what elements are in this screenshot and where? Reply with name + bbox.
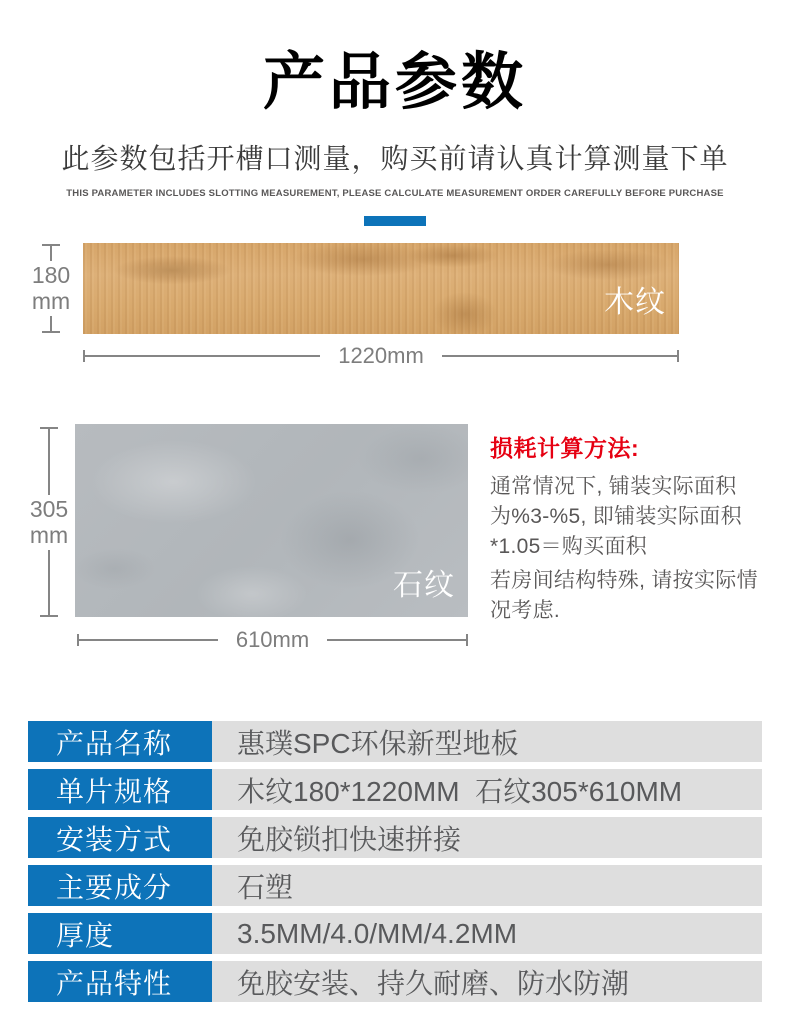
dimension-line bbox=[48, 429, 50, 495]
spec-value-main-material: 石塑 bbox=[212, 865, 762, 906]
dimension-line bbox=[442, 355, 677, 357]
wood-width-dimension bbox=[83, 343, 679, 368]
dimension-cap bbox=[40, 615, 58, 617]
page-title: 产品参数 bbox=[262, 48, 527, 117]
blue-divider-bar bbox=[364, 216, 426, 226]
wood-width-value: 1220mm bbox=[338, 343, 424, 368]
spec-value-piece-size: 木纹180*1220MM 石纹305*610MM bbox=[212, 769, 762, 810]
loss-note-paragraph-1: 通常情况下, 铺装实际面积为%3-%5, 即铺装实际面积*1.05＝购买面积 bbox=[490, 475, 742, 558]
wood-texture-sample-image bbox=[83, 243, 679, 334]
loss-calculation-note bbox=[490, 430, 758, 626]
dimension-line bbox=[327, 639, 466, 641]
page-subtitle: 此参数包括开槽口测量，购买前请认真计算测量下单 bbox=[61, 143, 729, 174]
dimension-line bbox=[50, 316, 52, 331]
product-spec-table bbox=[28, 721, 762, 1002]
dimension-line bbox=[85, 355, 320, 357]
table-row bbox=[28, 913, 762, 954]
spec-value-thickness: 3.5MM/4.0/MM/4.2MM bbox=[212, 913, 762, 954]
spec-label-piece-size: 单片规格 bbox=[28, 769, 212, 810]
spec-label-features: 产品特性 bbox=[28, 961, 212, 1002]
dimension-line bbox=[50, 246, 52, 261]
stone-height-value: 305 bbox=[29, 495, 69, 522]
wood-height-dimension bbox=[31, 244, 71, 333]
dimension-tick bbox=[466, 634, 468, 646]
stone-sample-label: 石纹 bbox=[393, 569, 455, 602]
stone-height-dimension bbox=[29, 427, 69, 617]
dimension-tick bbox=[677, 350, 679, 362]
spec-value-product-name: 惠璞SPC环保新型地板 bbox=[212, 721, 762, 762]
stone-texture-sample-image bbox=[75, 424, 468, 617]
loss-note-paragraph-2: 若房间结构特殊, 请按实际情况考虑. bbox=[490, 569, 758, 622]
stone-height-unit: mm bbox=[29, 521, 69, 548]
dimension-line bbox=[79, 639, 218, 641]
table-row bbox=[28, 817, 762, 858]
wood-height-value: 180 bbox=[31, 262, 71, 288]
spec-value-installation: 免胶锁扣快速拼接 bbox=[212, 817, 762, 858]
dimension-line bbox=[48, 550, 50, 616]
wood-height-unit: mm bbox=[31, 288, 71, 314]
loss-note-heading: 损耗计算方法: bbox=[490, 435, 640, 461]
spec-label-thickness: 厚度 bbox=[28, 913, 212, 954]
table-row bbox=[28, 961, 762, 1002]
spec-label-product-name: 产品名称 bbox=[28, 721, 212, 762]
spec-label-installation: 安装方式 bbox=[28, 817, 212, 858]
table-row bbox=[28, 721, 762, 762]
spec-label-main-material: 主要成分 bbox=[28, 865, 212, 906]
stone-width-value: 610mm bbox=[235, 627, 310, 652]
stone-width-dimension bbox=[77, 627, 468, 652]
dimension-cap bbox=[42, 331, 60, 333]
spec-value-features: 免胶安装、持久耐磨、防水防潮 bbox=[212, 961, 762, 1002]
page-subtitle-english: THIS PARAMETER INCLUDES SLOTTING MEASUREMENT, PLEASE CALCULATE MEASUREMENT ORDER CAREFULLY BEFORE PURCHASE bbox=[66, 188, 724, 199]
table-row bbox=[28, 769, 762, 810]
wood-sample-label: 木纹 bbox=[604, 286, 666, 319]
table-row bbox=[28, 865, 762, 906]
